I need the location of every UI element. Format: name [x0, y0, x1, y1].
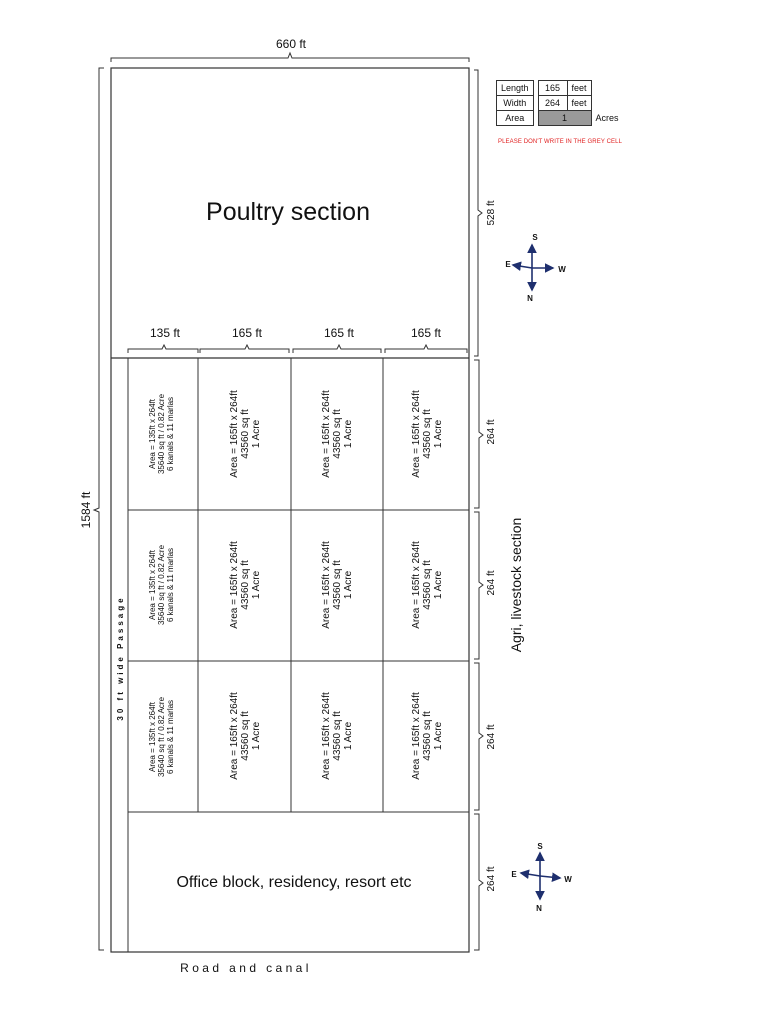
plot-acre-line: 1 Acre — [433, 570, 444, 600]
row-depth-label: 264 ft — [486, 419, 497, 445]
plot-area-line: Area = 165ft x 264ft — [229, 541, 240, 629]
width-brace — [111, 53, 469, 62]
plot-area-line: Area = 165ft x 264ft — [321, 541, 332, 629]
plot-acre-line: 1 Acre — [433, 721, 444, 751]
plot-area-line: Area = 165ft x 264ft — [229, 692, 240, 780]
plot-area-line: Area = 165ft x 264ft — [229, 390, 240, 478]
column-width-label: 165 ft — [231, 326, 263, 340]
plot-sqft-line: 43560 sq ft — [332, 711, 343, 761]
length-brace — [94, 68, 104, 950]
plot-sqft-line: 35640 sq ft / 0.82 Acre — [157, 544, 166, 626]
plot-kanals-line: 6 kanals & 11 marlas — [166, 699, 175, 775]
acre-plot — [411, 390, 444, 478]
plot-acre-line: 1 Acre — [343, 721, 354, 751]
column-width-label: 165 ft — [410, 326, 442, 340]
plot-area-line: Area = 165ft x 264ft — [411, 390, 422, 478]
row-brace — [474, 360, 483, 508]
plot-area-line: Area = 135ft x 264ft — [148, 701, 157, 773]
compass-west-label: W — [558, 265, 566, 274]
plot-acre-line: 1 Acre — [433, 419, 444, 449]
plot-sqft-line: 43560 sq ft — [422, 560, 433, 610]
plot-acre-line: 1 Acre — [251, 419, 262, 449]
plot-sqft-line: 43560 sq ft — [422, 409, 433, 459]
column-brace — [385, 345, 467, 353]
compass-icon — [505, 233, 566, 303]
acre-plot — [321, 692, 354, 780]
plot-sqft-line: 43560 sq ft — [240, 560, 251, 610]
compass-east-label: E — [511, 870, 517, 879]
compass-north-label: N — [536, 904, 542, 913]
column-brace — [293, 345, 381, 353]
column-width-label: 135 ft — [149, 326, 181, 340]
width-unit: feet — [567, 96, 591, 111]
compass-east-label: E — [505, 260, 511, 269]
row-depth-label: 264 ft — [486, 570, 497, 596]
small-plot — [148, 393, 175, 474]
plot-area-line: Area = 135ft x 264ft — [148, 398, 157, 470]
acre-plot — [321, 390, 354, 478]
plot-acre-line: 1 Acre — [343, 570, 354, 600]
acre-plot — [321, 541, 354, 629]
grey-cell-warning: PLEASE DON'T WRITE IN THE GREY CELL — [498, 139, 623, 145]
acre-plot — [229, 692, 262, 780]
plot-sqft-line: 43560 sq ft — [422, 711, 433, 761]
plot-acre-line: 1 Acre — [343, 419, 354, 449]
compass-south-label: S — [532, 233, 538, 242]
acre-plot — [229, 541, 262, 629]
compass-icon — [511, 842, 572, 913]
plot-sqft-line: 35640 sq ft / 0.82 Acre — [157, 696, 166, 778]
office-brace — [474, 814, 483, 950]
plot-area-line: Area = 165ft x 264ft — [411, 541, 422, 629]
acre-plot — [229, 390, 262, 478]
row-brace — [474, 512, 483, 659]
plot-acre-line: 1 Acre — [251, 570, 262, 600]
area-label: Area — [497, 111, 534, 126]
small-plot — [148, 544, 175, 625]
poultry-section-label: Poultry section — [206, 198, 370, 226]
acre-plot — [411, 541, 444, 629]
passage-label: 30 ft wide Passage — [116, 595, 125, 721]
office-depth-label: 264 ft — [486, 866, 497, 892]
plot-sqft-line: 43560 sq ft — [332, 409, 343, 459]
road-label: Road and canal — [180, 961, 312, 975]
row-brace — [474, 663, 483, 810]
total-width-label: 660 ft — [275, 37, 307, 51]
plot-kanals-line: 6 kanals & 11 marlas — [166, 547, 175, 623]
plot-sqft-line: 35640 sq ft / 0.82 Acre — [157, 393, 166, 475]
length-unit: feet — [567, 81, 591, 96]
width-label: Width — [497, 96, 534, 111]
poultry-depth-label: 528 ft — [486, 200, 497, 226]
office-section-label: Office block, residency, resort etc — [176, 874, 412, 891]
plot-acre-line: 1 Acre — [251, 721, 262, 751]
column-brace — [128, 345, 198, 353]
acre-plot — [411, 692, 444, 780]
plot-kanals-line: 6 kanals & 11 marlas — [166, 396, 175, 472]
row-depth-label: 264 ft — [486, 724, 497, 750]
area-result-cell: 1 — [538, 111, 591, 126]
compass-north-label: N — [527, 294, 533, 303]
plot-sqft-line: 43560 sq ft — [240, 711, 251, 761]
width-input[interactable]: 264 — [538, 96, 567, 111]
plot-sqft-line: 43560 sq ft — [240, 409, 251, 459]
compass-west-label: W — [564, 875, 572, 884]
column-width-label: 165 ft — [323, 326, 355, 340]
plot-area-line: Area = 135ft x 264ft — [148, 549, 157, 621]
area-unit: Acres — [595, 113, 619, 123]
length-input[interactable]: 165 — [538, 81, 567, 96]
column-brace — [200, 345, 289, 353]
plot-area-line: Area = 165ft x 264ft — [411, 692, 422, 780]
area-calculator — [496, 80, 623, 126]
length-label: Length — [497, 81, 534, 96]
agri-section-label: Agri, livestock section — [508, 517, 524, 653]
small-plot — [148, 696, 175, 777]
compass-south-label: S — [537, 842, 543, 851]
total-length-label: 1584 ft — [79, 491, 93, 529]
plot-sqft-line: 43560 sq ft — [332, 560, 343, 610]
poultry-brace — [474, 70, 482, 356]
plot-area-line: Area = 165ft x 264ft — [321, 692, 332, 780]
plot-area-line: Area = 165ft x 264ft — [321, 390, 332, 478]
